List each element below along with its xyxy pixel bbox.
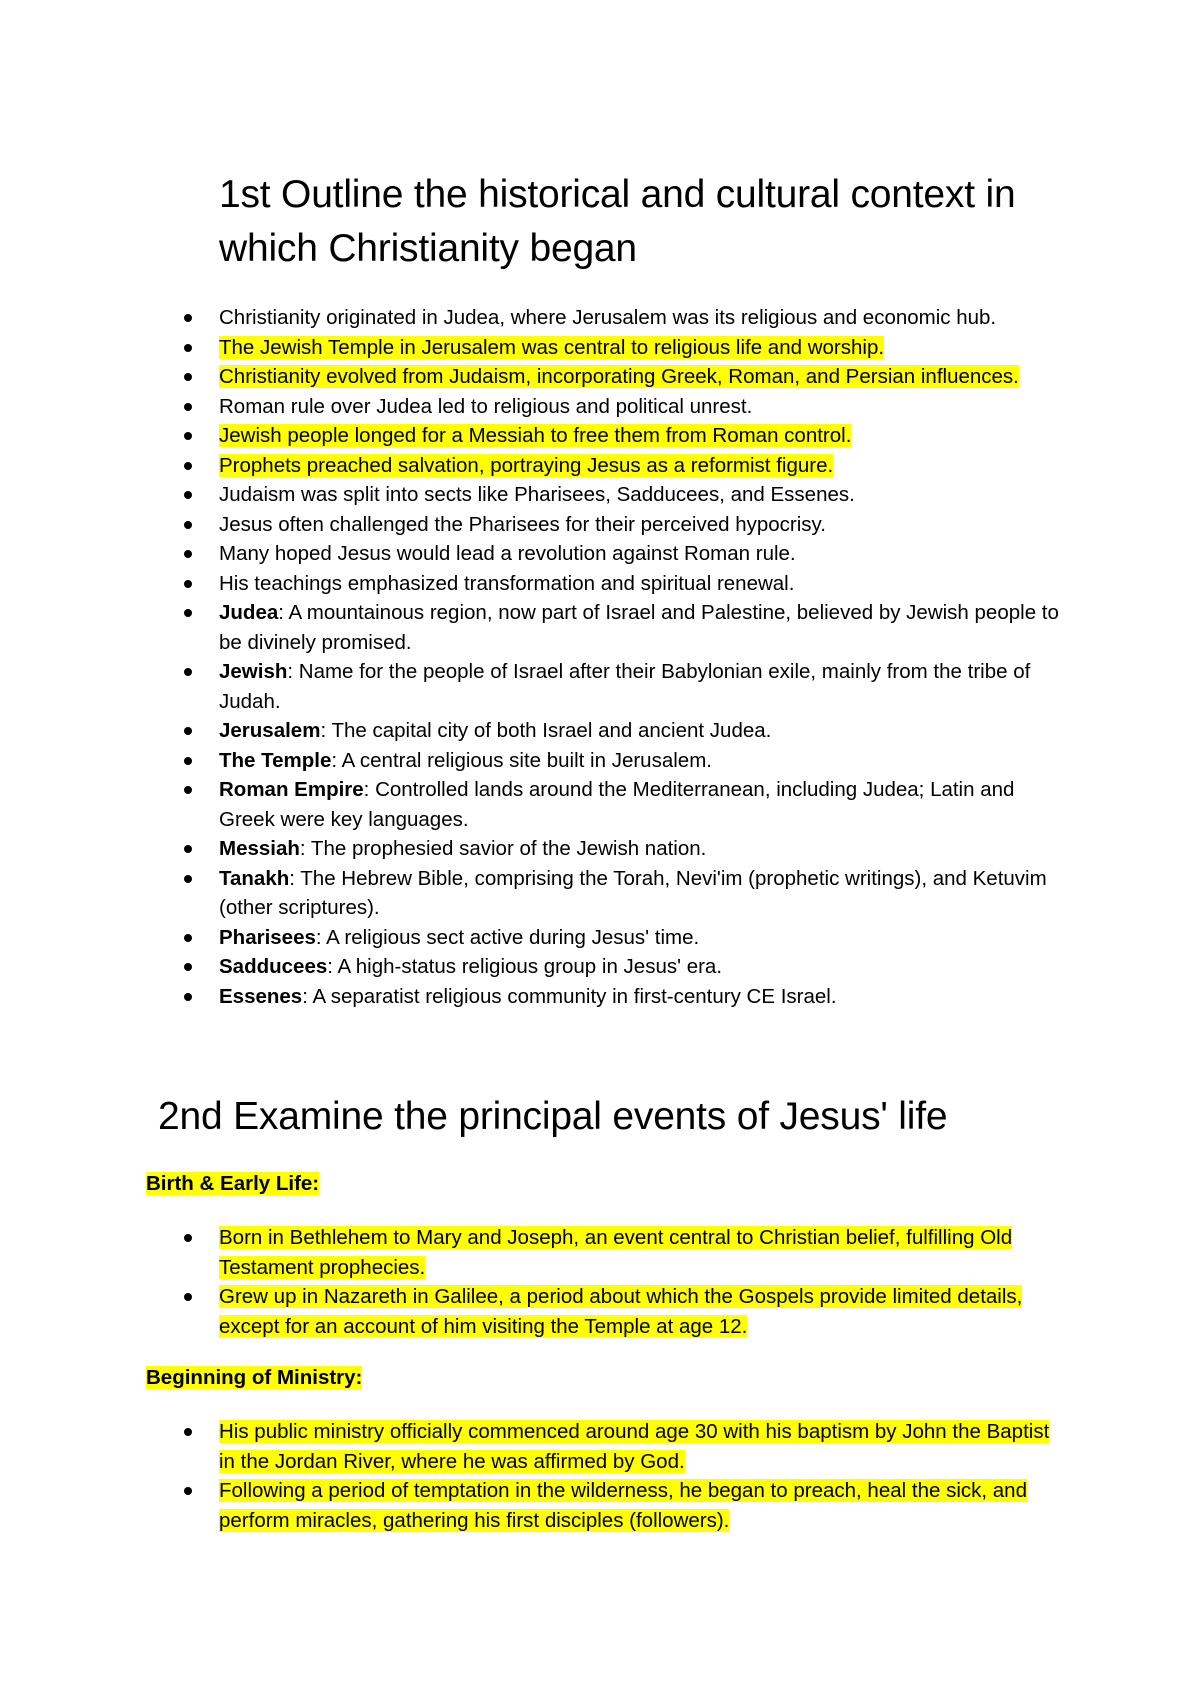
bullet-item — [183, 952, 1063, 982]
bullet-item — [183, 775, 1063, 834]
bullet-text: : A mountainous region, now part of Israel and Palestine, believed by Jewish people to be divinely promised. — [219, 601, 1059, 654]
bullet-text: : Controlled lands around the Mediterranean, including Judea; Latin and Greek were key languages. — [219, 778, 1015, 831]
bullet-item — [183, 569, 1063, 599]
ministry-label: Beginning of Ministry: — [146, 1366, 363, 1389]
bullet-content — [219, 926, 699, 949]
bullet-content — [219, 365, 1019, 388]
birth-early-life-label: Birth & Early Life: — [146, 1172, 320, 1195]
bullet-term: Sadducees — [219, 955, 328, 978]
bullet-text: Grew up in Nazareth in Galilee, a period about which the Gospels provide limited details, except for an account of him visiting the Temple at age 12. — [219, 1285, 1023, 1338]
bullet-item — [183, 333, 1063, 363]
bullet-text: His public ministry officially commenced around age 30 with his baptism by John the Baptist in the Jordan River, where he was affirmed by God. — [219, 1420, 1050, 1473]
bullet-item — [183, 864, 1063, 923]
bullet-text: : The prophesied savior of the Jewish nation. — [299, 837, 707, 860]
bullet-text: : A separatist religious community in first-century CE Israel. — [302, 984, 837, 1008]
birth-early-life-subheading — [146, 1169, 319, 1199]
bullet-content — [219, 1285, 1022, 1338]
bullet-content — [219, 985, 837, 1008]
bullet-content — [219, 867, 1047, 920]
bullet-text: : A central religious site built in Jerusalem. — [331, 748, 712, 772]
bullet-text: Christianity originated in Judea, where Jerusalem was its religious and economic hub. — [219, 306, 997, 329]
bullet-term: Messiah — [219, 837, 300, 860]
bullet-item — [183, 539, 1063, 569]
birth-bullet-list — [183, 1223, 1063, 1341]
ministry-subheading — [146, 1363, 362, 1393]
bullet-content — [219, 719, 771, 742]
bullet-content — [219, 601, 1059, 654]
bullet-term: The Temple — [219, 748, 332, 772]
bullet-content — [219, 955, 722, 978]
bullet-item — [183, 982, 1063, 1012]
bullet-text: Many hoped Jesus would lead a revolution against Roman rule. — [219, 542, 796, 565]
bullet-term: Judea — [219, 601, 279, 624]
bullet-content — [219, 1479, 1027, 1532]
bullet-term: Essenes — [219, 984, 303, 1008]
bullet-content — [219, 454, 833, 477]
bullet-content — [219, 778, 1014, 831]
bullet-content — [219, 1226, 1012, 1279]
bullet-term: Jerusalem — [219, 719, 321, 742]
bullet-term: Tanakh — [219, 866, 290, 890]
bullet-content — [219, 660, 1030, 713]
bullet-item — [183, 362, 1063, 392]
bullet-content — [219, 837, 706, 860]
context-bullet-list — [183, 303, 1063, 1011]
bullet-item — [183, 923, 1063, 953]
bullet-text: : A religious sect active during Jesus' time. — [315, 925, 700, 949]
bullet-content — [219, 483, 855, 506]
bullet-content — [219, 306, 996, 329]
bullet-item — [183, 746, 1063, 776]
bullet-term: Roman Empire — [219, 778, 364, 801]
bullet-text: Prophets preached salvation, portraying Jesus as a reformist figure. — [219, 453, 834, 477]
bullet-text: The Jewish Temple in Jerusalem was central to religious life and worship. — [219, 335, 885, 359]
bullet-text: : Name for the people of Israel after their Babylonian exile, mainly from the tribe of Judah. — [219, 660, 1031, 713]
bullet-item — [183, 392, 1063, 422]
bullet-item — [183, 1282, 1063, 1341]
bullet-text: Roman rule over Judea led to religious and political unrest. — [219, 394, 753, 418]
bullet-content — [219, 749, 712, 772]
bullet-text: Jesus often challenged the Pharisees for their perceived hypocrisy. — [219, 512, 826, 536]
bullet-text: Jewish people longed for a Messiah to free them from Roman control. — [219, 424, 852, 447]
bullet-content — [219, 395, 752, 418]
bullet-term: Pharisees — [219, 925, 316, 949]
bullet-content — [219, 513, 826, 536]
section-1-heading: 1st Outline the historical and cultural context in which Christianity began — [219, 173, 1016, 270]
bullet-content — [219, 572, 794, 595]
bullet-text: His teachings emphasized transformation and spiritual renewal. — [219, 571, 795, 595]
bullet-item — [183, 834, 1063, 864]
bullet-text: : A high-status religious group in Jesus' era. — [327, 955, 723, 978]
bullet-item — [183, 1417, 1063, 1476]
bullet-text: : The Hebrew Bible, comprising the Torah, Nevi'im (prophetic writings), and Ketuvim (other scriptures). — [219, 866, 1047, 919]
bullet-content — [219, 424, 851, 447]
bullet-text: Following a period of temptation in the wilderness, he began to preach, heal the sick, and perform miracles, gathering his first disciples (followers). — [219, 1479, 1027, 1532]
bullet-item — [183, 1223, 1063, 1282]
bullet-term: Jewish — [219, 660, 288, 683]
bullet-text: Born in Bethlehem to Mary and Joseph, an event central to Christian belief, fulfilling Old Testament prophecies. — [219, 1226, 1013, 1279]
bullet-item — [183, 657, 1063, 716]
bullet-content — [219, 1420, 1049, 1473]
bullet-item — [183, 480, 1063, 510]
bullet-text: Judaism was split into sects like Pharisees, Sadducees, and Essenes. — [219, 483, 855, 506]
bullet-item — [183, 421, 1063, 451]
bullet-item — [183, 716, 1063, 746]
bullet-item — [183, 303, 1063, 333]
bullet-text: : The capital city of both Israel and ancient Judea. — [320, 719, 772, 742]
bullet-content — [219, 336, 884, 359]
bullet-item — [183, 598, 1063, 657]
bullet-content — [219, 542, 796, 565]
bullet-item — [183, 1476, 1063, 1535]
section-2-heading: 2nd Examine the principal events of Jesus' life — [158, 1095, 948, 1138]
bullet-item — [183, 510, 1063, 540]
ministry-bullet-list — [183, 1417, 1063, 1535]
bullet-item — [183, 451, 1063, 481]
bullet-text: Christianity evolved from Judaism, incorporating Greek, Roman, and Persian influences. — [219, 365, 1019, 388]
